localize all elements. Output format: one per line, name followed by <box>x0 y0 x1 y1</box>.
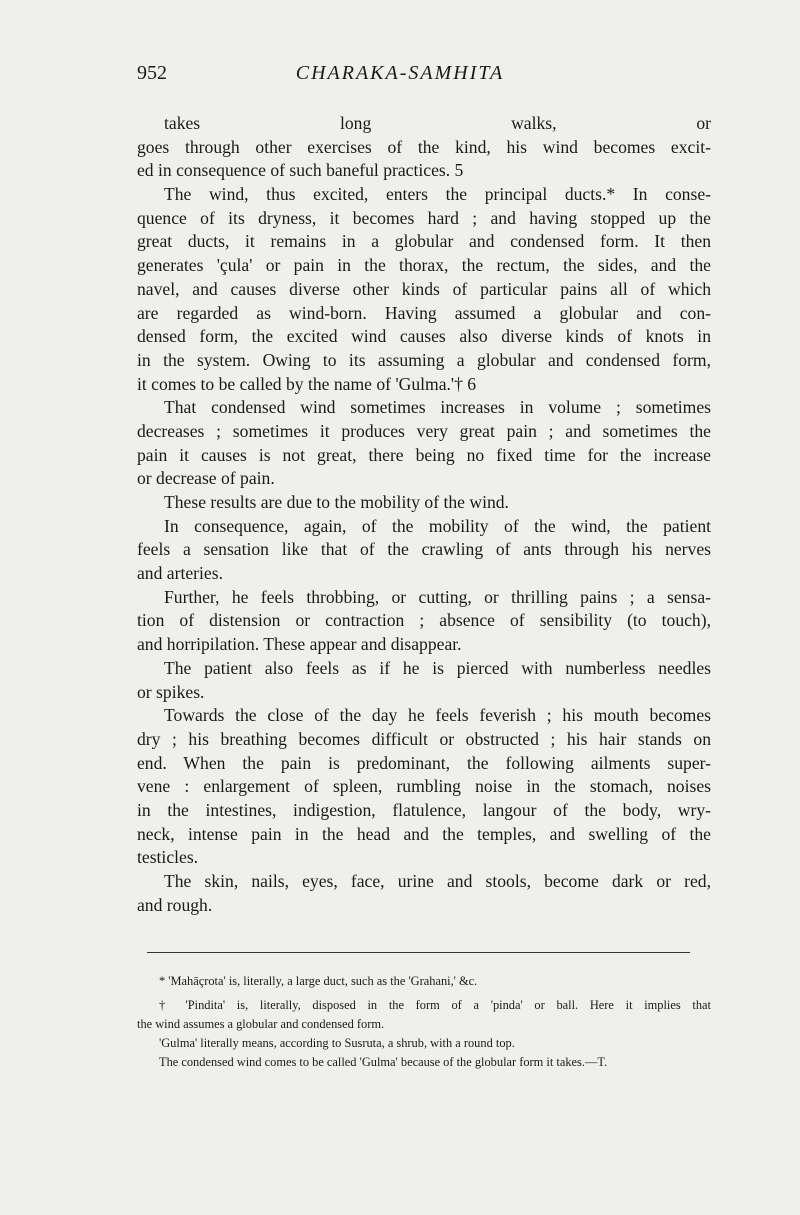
footnote-line: The condensed wind comes to be called 'Gulma' because of the globular form it takes.—T. <box>159 1055 608 1069</box>
text-line: These results are due to the mobility of the wind. <box>164 492 509 512</box>
text-line: end. When the pain is predominant, the following ailments super- <box>137 752 711 773</box>
text-line: in the intestines, indigestion, flatulence, langour of the body, wry- <box>137 799 711 820</box>
page-number: 952 <box>137 62 167 84</box>
running-head: CHARAKA-SAMHITA <box>295 62 505 84</box>
text-line: and rough. <box>137 894 213 915</box>
text-line: That condensed wind sometimes increases in volume ; sometimes <box>164 397 711 418</box>
text-line: densed form, the excited wind causes also diverse kinds of knots in <box>137 326 711 347</box>
text-line: testicles. <box>137 847 199 868</box>
text-line: dry ; his breathing becomes difficult or obstructed ; his hair stands on <box>137 728 711 749</box>
text-line: ed in consequence of such baneful practices. 5 <box>137 160 464 181</box>
text-line: decreases ; sometimes it produces very great pain ; and sometimes the <box>137 420 711 441</box>
text-line: Further, he feels throbbing, or cutting, or thrilling pains ; a sensa- <box>164 586 711 607</box>
text-line: pain it causes is not great, there being no fixed time for the increase <box>137 444 711 465</box>
text-line: generates 'çula' or pain in the thorax, the rectum, the sides, and the <box>137 255 711 276</box>
text-line: or spikes. <box>137 681 205 702</box>
text-line: great ducts, it remains in a globular and condensed form. It then <box>137 231 711 252</box>
text-line: The patient also feels as if he is pierced with numberless needles <box>164 657 711 678</box>
text-line: In consequence, again, of the mobility of the wind, the patient <box>164 515 711 536</box>
footnote-line: † 'Pindita' is, literally, disposed in the form of a 'pinda' or ball. Here it implies that <box>159 998 711 1012</box>
text-line: and horripilation. These appear and disappear. <box>137 634 462 655</box>
footnote-line: 'Gulma' literally means, according to Susruta, a shrub, with a round top. <box>159 1036 515 1050</box>
text-line: feels a sensation like that of the crawling of ants through his nerves <box>137 539 711 560</box>
text-line: takes long walks, or <box>164 113 711 133</box>
footnote-line: * 'Mahāçrota' is, literally, a large duct, such as the 'Grahani,' &c. <box>159 974 478 988</box>
text-line: navel, and causes diverse other kinds of particular pains all of which <box>137 278 711 299</box>
text-line: neck, intense pain in the head and the temples, and swelling of the <box>137 823 711 844</box>
text-line: goes through other exercises of the kind, his wind becomes excit- <box>137 136 711 157</box>
text-line: or decrease of pain. <box>137 468 275 489</box>
text-line: it comes to be called by the name of 'Gulma.'† 6 <box>137 373 477 394</box>
text-line: quence of its dryness, it becomes hard ; and having stopped up the <box>137 207 711 228</box>
text-line: and arteries. <box>137 563 223 584</box>
text-line: are regarded as wind-born. Having assumed a globular and con- <box>137 302 711 323</box>
footnote-line: the wind assumes a globular and condensed form. <box>137 1017 385 1031</box>
text-line: The wind, thus excited, enters the principal ducts.* In conse- <box>164 184 711 205</box>
body-text <box>137 112 711 917</box>
footnote-divider <box>147 952 690 953</box>
text-line: Towards the close of the day he feels feverish ; his mouth becomes <box>164 705 711 726</box>
footnotes <box>137 972 711 1072</box>
text-line: tion of distension or contraction ; absence of sensibility (to touch), <box>137 610 711 631</box>
text-line: The skin, nails, eyes, face, urine and stools, become dark or red, <box>164 871 711 891</box>
text-line: in the system. Owing to its assuming a globular and condensed form, <box>137 349 711 370</box>
text-line: vene : enlargement of spleen, rumbling noise in the stomach, noises <box>137 776 711 797</box>
